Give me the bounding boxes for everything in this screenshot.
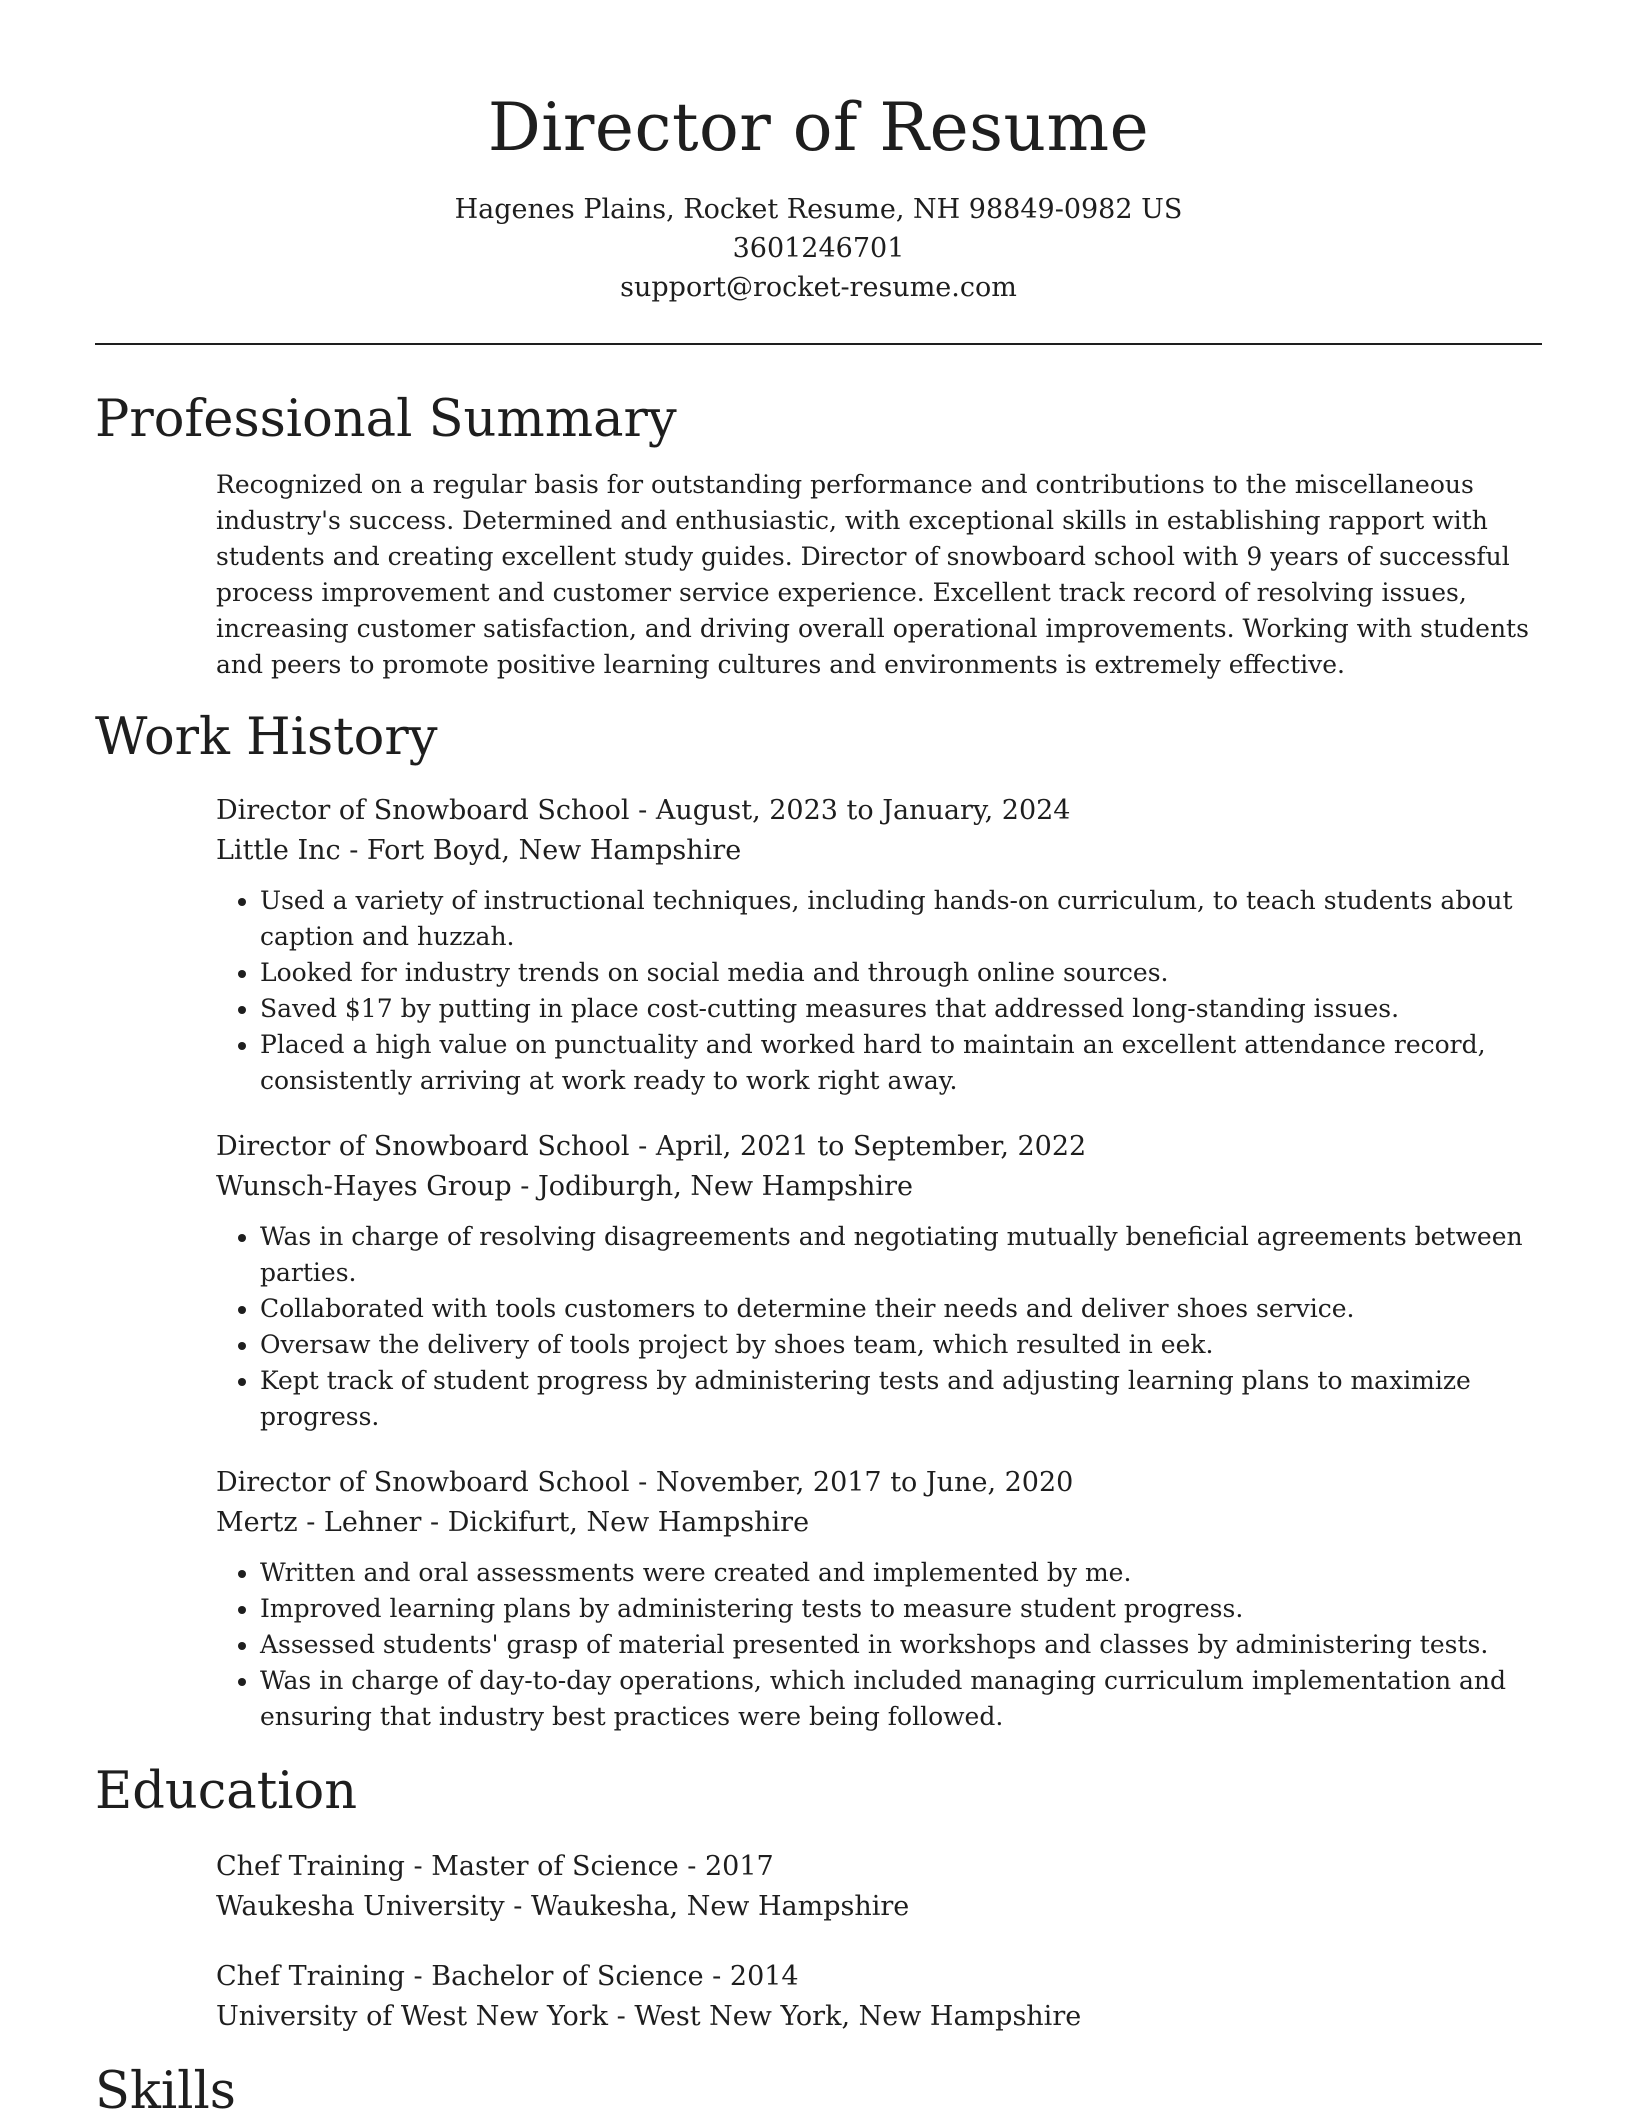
education-school: Waukesha University [216,1891,505,1922]
job-company: Mertz - Lehner [216,1507,422,1538]
contact-email: support@rocket-resume.com [620,272,1017,303]
job-title-line [216,1463,1542,1503]
job-entry [216,1463,1542,1735]
job-location: - Fort Boyd, New Hampshire [340,835,742,866]
job-location: - Jodiburgh, New Hampshire [511,1171,913,1202]
work-history-section [95,791,1542,1735]
education-location: - West New York, New Hampshire [608,2001,1082,2032]
education-degree: - Master of Science - 2017 [404,1851,774,1882]
job-company: Little Inc [216,835,341,866]
job-entry [216,791,1542,1099]
summary-heading: Professional Summary [95,390,677,449]
job-dates: - April, 2021 to September, 2022 [629,1131,1087,1162]
job-location: - Dickifurt, New Hampshire [421,1507,810,1538]
job-dates: - August, 2023 to January, 2024 [629,795,1071,826]
education-school-line [216,1997,1542,2037]
job-company: Wunsch-Hayes Group [216,1171,512,1202]
work-history-heading: Work History [95,708,438,767]
job-bullet: • Collaborated with tools customers to determine their needs and deliver shoes service. [260,1291,1542,1327]
education-entry [216,1847,1542,1927]
job-title-line [216,1127,1542,1167]
job-company-line [216,1503,1542,1543]
education-entry [216,1957,1542,2037]
job-bullet: • Looked for industry trends on social media and through online sources. [260,955,1542,991]
education-degree-line [216,1957,1542,1997]
education-heading: Education [95,1762,358,1821]
job-position: Director of Snowboard School [216,1467,630,1498]
job-company-line [216,1167,1542,1207]
job-bullets [216,1555,1542,1735]
job-bullet: • Oversaw the delivery of tools project by shoes team, which resulted in eek. [260,1327,1542,1363]
job-bullets [216,1219,1542,1435]
education-degree: - Bachelor of Science - 2014 [404,1961,799,1992]
resume-page [95,0,1542,2123]
education-school: University of West New York [216,2001,609,2032]
job-position: Director of Snowboard School [216,1131,630,1162]
education-degree-line [216,1847,1542,1887]
job-bullet: • Assessed students' grasp of material presented in workshops and classes by administering tests. [260,1627,1542,1663]
job-title-line [216,791,1542,831]
contact-phone: 3601246701 [732,233,905,264]
job-bullet: • Was in charge of resolving disagreements and negotiating mutually beneficial agreements between parties. [260,1219,1542,1291]
education-field: Chef Training [216,1851,405,1882]
job-company-line [216,831,1542,871]
job-bullet: • Improved learning plans by administering tests to measure student progress. [260,1591,1542,1627]
job-dates: - November, 2017 to June, 2020 [629,1467,1074,1498]
job-bullets [216,883,1542,1099]
summary-text: Recognized on a regular basis for outstanding performance and contributions to the miscellaneous industry's success. Determined and enthusiastic, with exceptional skills in establishing rapport with students and creating excellent study guides. Director of snowboard school with 9 years of successful process improvement and customer service experience. Excellent track record of resolving issues, increasing customer satisfaction, and driving overall operational improvements. Working with students and peers to promote positive learning cultures and environments is extremely effective. [216,470,1529,679]
resume-header [95,0,1542,307]
summary-section [95,467,1542,683]
job-bullet: • Was in charge of day-to-day operations, which included managing curriculum implementation and ensuring that industry best practices were being followed. [260,1663,1542,1735]
job-entry [216,1127,1542,1435]
job-bullet: • Placed a high value on punctuality and worked hard to maintain an excellent attendance record, consistently arriving at work ready to work right away. [260,1027,1542,1099]
skills-heading: Skills [95,2062,236,2121]
contact-address: Hagenes Plains, Rocket Resume, NH 98849-0982 US [454,194,1183,225]
job-bullet: • Used a variety of instructional techniques, including hands-on curriculum, to teach students about caption and huzzah. [260,883,1542,955]
job-bullet: • Written and oral assessments were created and implemented by me. [260,1555,1542,1591]
job-bullet: • Kept track of student progress by administering tests and adjusting learning plans to maximize progress. [260,1363,1542,1435]
education-school-line [216,1887,1542,1927]
job-position: Director of Snowboard School [216,795,630,826]
resume-name: Director of Resume [487,89,1150,166]
education-field: Chef Training [216,1961,405,1992]
education-location: - Waukesha, New Hampshire [504,1891,910,1922]
education-section [95,1847,1542,2037]
contact-block [95,190,1542,307]
job-bullet: • Saved $17 by putting in place cost-cutting measures that addressed long-standing issues. [260,991,1542,1027]
header-divider [95,343,1542,345]
